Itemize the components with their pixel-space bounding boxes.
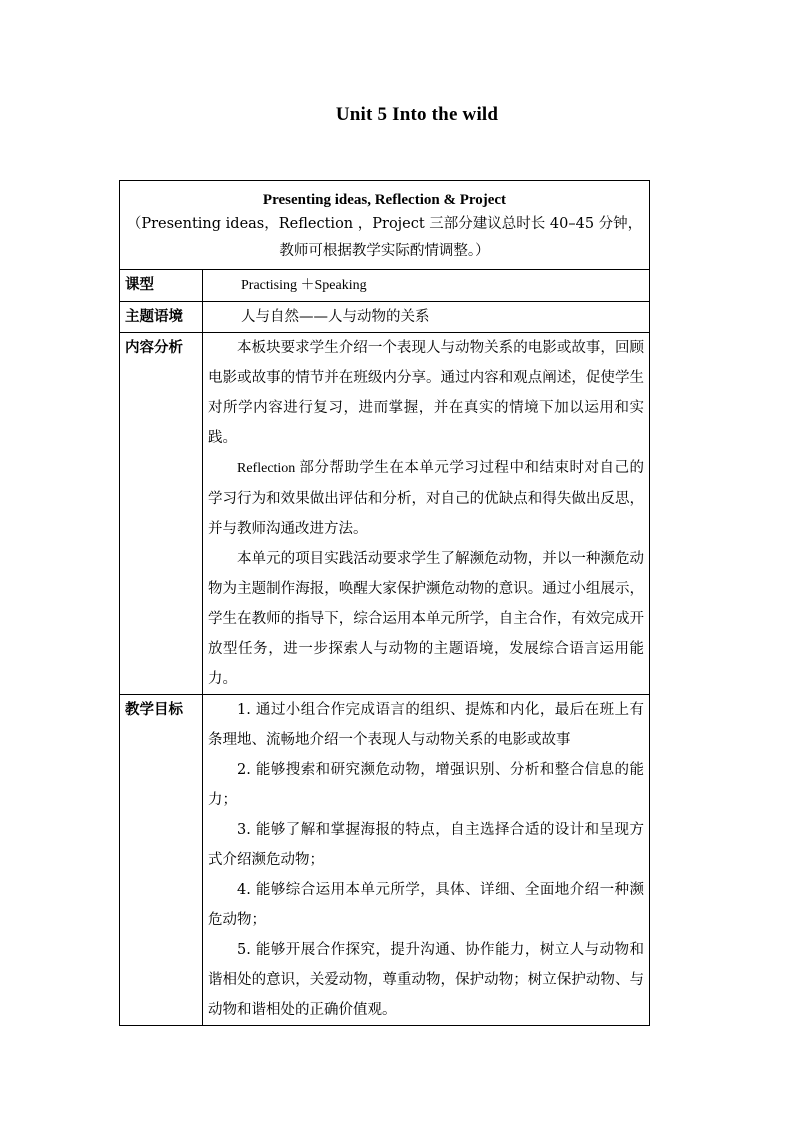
content-analysis-value: [203, 333, 650, 695]
lesson-type-text: Practising ＋Speaking: [241, 278, 367, 293]
theme-context-label: 主题语境: [120, 302, 203, 333]
table-row-teaching-goals: [120, 695, 650, 1026]
section-title: Presenting ideas, Reflection & Project: [262, 192, 507, 208]
teaching-goals-value: [203, 695, 650, 1026]
timing-note-line-1: （Presenting ideas，Reflection ，Project 三部分建议总时长 40–45 分钟，: [126, 216, 643, 232]
teaching-goal-item: 5. 能够开展合作探究，提升沟通、协作能力，树立人与动物和谐相处的意识，关爱动物，尊重动物，保护动物；树立保护动物、与动物和谐相处的正确价值观。: [208, 942, 644, 1018]
table-header-row: [120, 181, 650, 270]
content-analysis-paragraph-2: [208, 453, 644, 544]
table-row-content-analysis: [120, 333, 650, 695]
content-analysis-label: 内容分析: [120, 333, 203, 695]
page-title: Unit 5 Into the wild: [335, 104, 499, 125]
theme-context-text: 人与自然——人与动物的关系: [241, 309, 430, 325]
content-analysis-paragraph-3: 本单元的项目实践活动要求学生了解濒危动物，并以一种濒危动物为主题制作海报，唤醒大家保护濒危动物的意识。通过小组展示，学生在教师的指导下，综合运用本单元所学，自主合作，有效完成开放型任务，进一步探索人与动物的主题语境，发展综合语言运用能力。: [208, 551, 644, 687]
table-header-cell: [120, 181, 650, 270]
lesson-type-value: [203, 270, 650, 302]
timing-note-line-2: 教师可根据教学实际酌情调整。）: [279, 243, 490, 259]
table-row-lesson-type: [120, 270, 650, 302]
content-analysis-paragraph-1: 本板块要求学生介绍一个表现人与动物关系的电影或故事，回顾电影或故事的情节并在班级内分享。通过内容和观点阐述，促使学生对所学内容进行复习，进而掌握，并在真实的情境下加以运用和实践。: [208, 340, 644, 446]
teaching-goals-label: 教学目标: [120, 695, 203, 1026]
theme-context-value: [203, 302, 650, 333]
teaching-goal-item: 3. 能够了解和掌握海报的特点，自主选择合适的设计和呈现方式介绍濒危动物；: [208, 822, 644, 868]
reflection-term: Reflection: [237, 461, 300, 476]
table-row-theme-context: [120, 302, 650, 333]
teaching-goal-item: 4. 能够综合运用本单元所学，具体、详细、全面地介绍一种濒危动物；: [208, 882, 644, 928]
teaching-goal-item: 1. 通过小组合作完成语言的组织、提炼和内化，最后在班上有条理地、流畅地介绍一个表现人与动物关系的电影或故事: [208, 702, 644, 748]
lesson-plan-table: [119, 180, 650, 1026]
content-analysis-paragraph-2-text: 部分帮助学生在本单元学习过程中和结束时对自己的学习行为和效果做出评估和分析，对自己的优缺点和得失做出反思，并与教师沟通改进方法。: [208, 460, 645, 537]
teaching-goal-item: 2. 能够搜索和研究濒危动物，增强识别、分析和整合信息的能力；: [208, 762, 644, 808]
lesson-type-label: 课型: [120, 270, 203, 302]
